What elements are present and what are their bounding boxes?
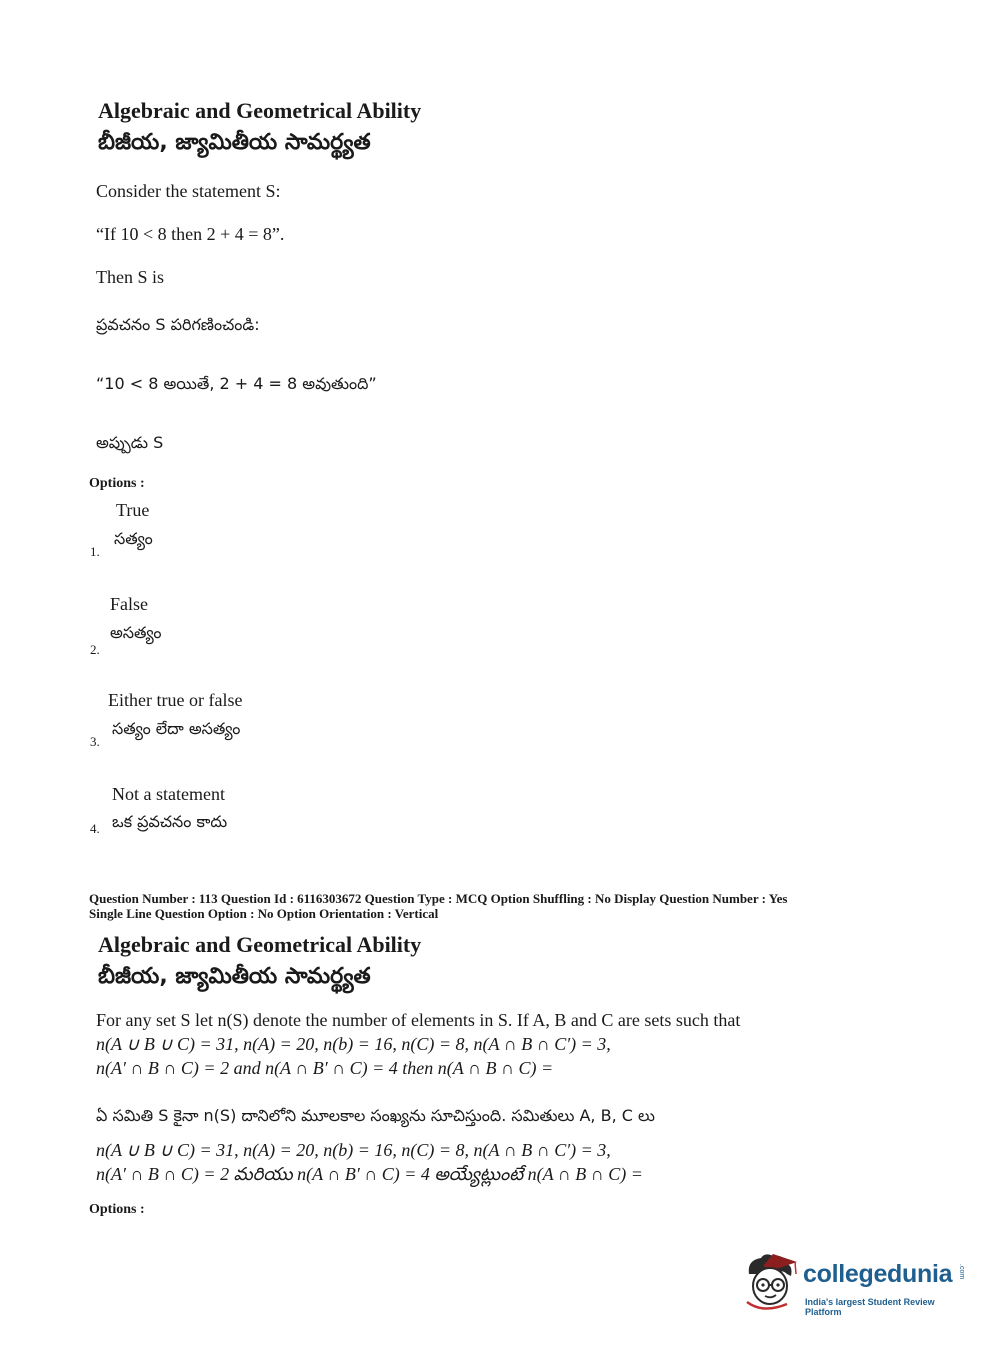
logo-domain: .com — [958, 1264, 965, 1280]
question-math-line-te: n(A ∪ B ∪ C) = 31, n(A) = 20, n(b) = 16, n(C) = 8, n(A ∩ B ∩ C′) = 3, — [96, 1140, 611, 1160]
question-meta-line: Single Line Question Option : No Option Orientation : Vertical — [89, 906, 439, 921]
question-line-te: “10 < 8 అయితే, 2 + 4 = 8 అవుతుంది” — [96, 374, 377, 393]
section-title-te: బీజీయ, జ్యామితీయ సామర్థ్యత — [98, 130, 371, 155]
option-1-number: 1. — [90, 544, 100, 559]
question-line: Then S is — [96, 267, 165, 287]
option-3-text: Either true or false — [108, 690, 243, 710]
option-1-text-te: సత్యం — [114, 529, 153, 548]
option-3-text-te: సత్యం లేదా అసత్యం — [112, 719, 241, 738]
student-mascot-icon — [743, 1252, 799, 1312]
option-2-text-te: అసత్యం — [110, 623, 162, 642]
option-4-text: Not a statement — [112, 784, 225, 804]
logo-tagline: India's largest Student Review Platform — [805, 1297, 935, 1317]
option-4-text-te: ఒక ప్రవచనం కాదు — [112, 812, 228, 831]
question-line-te: ఏ సమితి S కైనా n(S) దానిలోని మూలకాల సంఖ్యను సూచిస్తుంది. సమితులు A, B, C లు — [96, 1106, 655, 1125]
collegedunia-logo — [743, 1252, 973, 1318]
option-2-text: False — [110, 594, 148, 614]
question-line: “If 10 < 8 then 2 + 4 = 8”. — [96, 224, 285, 244]
option-2-number: 2. — [90, 642, 100, 657]
question-math-line-te: n(A′ ∩ B ∩ C) = 2 మరియు n(A ∩ B′ ∩ C) = 4 అయ్యేట్లుంటే n(A ∩ B ∩ C) = — [96, 1164, 643, 1184]
question-line: Consider the statement S: — [96, 181, 281, 201]
logo-wordmark: collegedunia — [803, 1260, 953, 1288]
question-line-te: ప్రవచనం S పరిగణించండి: — [96, 315, 260, 334]
options-label: Options : — [89, 1202, 145, 1217]
section-title-en: Algebraic and Geometrical Ability — [98, 98, 422, 123]
section-title-en: Algebraic and Geometrical Ability — [98, 932, 422, 957]
section-title-te: బీజీయ, జ్యామితీయ సామర్థ్యత — [98, 964, 371, 989]
question-meta-line: Question Number : 113 Question Id : 6116303672 Question Type : MCQ Option Shuffling : No Display Question Number : Yes — [89, 891, 788, 906]
options-label: Options : — [89, 476, 145, 491]
question-math-line: n(A′ ∩ B ∩ C) = 2 and n(A ∩ B′ ∩ C) = 4 then n(A ∩ B ∩ C) = — [96, 1058, 554, 1078]
option-4-number: 4. — [90, 821, 100, 836]
question-math-line: n(A ∪ B ∪ C) = 31, n(A) = 20, n(b) = 16, n(C) = 8, n(A ∩ B ∩ C′) = 3, — [96, 1034, 611, 1054]
question-line: For any set S let n(S) denote the number of elements in S. If A, B and C are sets such that — [96, 1010, 741, 1030]
option-3-number: 3. — [90, 734, 100, 749]
question-line-te: అప్పుడు S — [96, 433, 164, 452]
option-1-text: True — [116, 500, 150, 520]
